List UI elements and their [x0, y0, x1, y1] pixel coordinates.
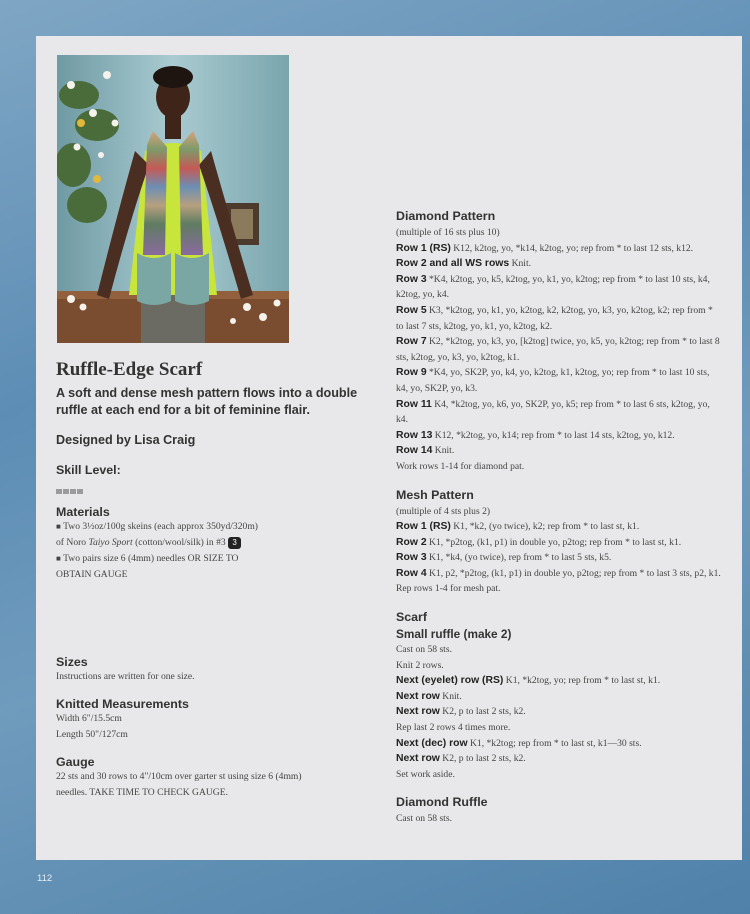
row-text: *K4, yo, SK2P, yo, k4, yo, k2tog, k1, k2tog, yo; rep from * to last 10 sts, k4, yo, SK2P, yo, k3. — [396, 367, 710, 394]
instruction-row — [396, 241, 722, 257]
scarf-rows — [396, 642, 722, 782]
instruction-row — [396, 673, 722, 689]
row-text: K1, *k2tog; rep from * to last st, k1—30 sts. — [467, 737, 642, 749]
instruction-row — [396, 736, 722, 752]
instruction-row — [396, 689, 722, 705]
instruction-row — [396, 720, 722, 736]
intro-text: A soft and dense mesh pattern flows into a double ruffle at each end for a bit of feminine flair. — [56, 386, 358, 417]
mesh-multiple: (multiple of 4 sts plus 2) — [396, 505, 491, 517]
instruction-row — [396, 459, 722, 475]
row-text: K12, *k2tog, yo, k14; rep from * to last 14 sts, k2tog, yo, k12. — [432, 429, 675, 441]
instruction-row — [396, 704, 722, 720]
length-measurement: Length 50"/127cm — [56, 729, 128, 740]
row-text: Rep rows 1-4 for mesh pat. — [396, 583, 501, 595]
gauge-line: needles. TAKE TIME TO CHECK GAUGE. — [56, 787, 228, 798]
row-label: Row 3 — [396, 552, 427, 564]
row-label: Next (eyelet) row (RS) — [396, 675, 504, 687]
row-text: Set work aside. — [396, 768, 455, 780]
row-label: Row 1 (RS) — [396, 521, 451, 533]
row-label: Row 2 and all WS rows — [396, 258, 510, 270]
instruction-row — [396, 428, 722, 444]
row-label: Row 7 — [396, 336, 427, 348]
materials-item-1 — [56, 519, 366, 551]
row-text: Knit. — [439, 690, 462, 702]
row-text: K1, *k4, (yo twice), rep from * to last 5 sts, k5. — [426, 552, 612, 564]
row-label: Row 14 — [396, 445, 433, 457]
row-label: Row 9 — [396, 367, 427, 379]
sizes-heading: Sizes — [56, 655, 88, 669]
width-measurement: Width 6"/15.5cm — [56, 713, 122, 724]
mesh-rows — [396, 519, 722, 597]
right-column — [396, 208, 722, 827]
row-label: Row 11 — [396, 398, 432, 410]
materials-heading: Materials — [56, 505, 110, 519]
row-text: K1, *p2tog, (k1, p1) in double yo, p2tog; rep from * to last st, k1. — [426, 536, 682, 548]
scarf-heading: Scarf — [396, 610, 427, 625]
skill-square — [56, 489, 62, 494]
designer-credit: Designed by Lisa Craig — [56, 433, 196, 447]
row-text: K2, p to last 2 sts, k2. — [439, 753, 526, 765]
row-text: Work rows 1-14 for diamond pat. — [396, 460, 525, 472]
materials-item-2 — [56, 551, 366, 583]
bullet-icon: ■ — [56, 522, 61, 531]
page-number: 112 — [37, 873, 53, 884]
materials-text: Two 3½oz/100g skeins (each approx 350yd/320m) — [63, 521, 258, 532]
row-label: Row 13 — [396, 429, 433, 441]
row-text: Rep last 2 rows 4 times more. — [396, 722, 511, 734]
row-text: K12, k2tog, yo, *k14, k2tog, yo; rep from * to last 12 sts, k12. — [450, 242, 694, 254]
row-text: K2, p to last 2 sts, k2. — [439, 706, 526, 718]
page — [36, 36, 742, 860]
row-label: Next (dec) row — [396, 737, 468, 749]
row-label: Next row — [396, 690, 440, 702]
mesh-pattern-heading: Mesh Pattern — [396, 487, 474, 502]
row-text: K3, *k2tog, yo, k1, yo, k2tog, k2, k2tog, yo, k3, yo, k2tog, k2; rep from * to last 7 sts, k2tog, yo, k1, yo, k2tog, k2. — [396, 304, 713, 332]
scarf-photo — [57, 55, 289, 343]
bullet-icon: ■ — [56, 554, 61, 563]
row-label: Row 5 — [396, 304, 427, 316]
instruction-row — [396, 642, 722, 658]
instruction-row — [396, 397, 722, 428]
model-photo-illustration — [57, 55, 289, 343]
instruction-row — [396, 566, 722, 582]
instruction-row — [396, 535, 722, 551]
instruction-row — [396, 303, 722, 334]
row-text: K1, p2, *p2tog, (k1, p1) in double yo, p2tog; rep from * to last 3 sts, p2, k1. — [426, 567, 721, 579]
gauge-line: 22 sts and 30 rows to 4"/10cm over garter st using size 6 (4mm) — [56, 771, 302, 782]
skill-square — [77, 489, 83, 494]
row-text: Knit. — [509, 258, 532, 270]
instruction-row — [396, 256, 722, 272]
materials-text: OBTAIN GAUGE — [56, 569, 128, 580]
materials-text: Two pairs size 6 (4mm) needles OR SIZE TO — [63, 553, 239, 564]
instruction-row — [396, 751, 722, 767]
yarn-weight-icon: 3 — [228, 537, 241, 549]
row-label: Row 1 (RS) — [396, 242, 451, 254]
row-text: Cast on 58 sts. — [396, 644, 452, 656]
gauge-heading: Gauge — [56, 755, 95, 769]
instruction-row — [396, 365, 722, 396]
materials-text: (cotton/wool/silk) in #3 — [135, 537, 226, 548]
row-text: K4, *k2tog, yo, k6, yo, SK2P, yo, k5; rep from * to last 6 sts, k2tog, yo, k4. — [396, 398, 710, 426]
skill-level-indicator — [56, 489, 366, 494]
diamond-ruffle-heading: Diamond Ruffle — [396, 795, 488, 810]
small-ruffle-heading: Small ruffle (make 2) — [396, 627, 512, 642]
row-label: Next row — [396, 706, 440, 718]
diamond-rows — [396, 241, 722, 475]
instruction-row — [396, 581, 722, 597]
row-text: K1, *k2tog, yo; rep from * to last st, k1. — [503, 675, 661, 687]
instruction-row — [396, 550, 722, 566]
skill-square — [70, 489, 76, 494]
row-label: Row 3 — [396, 273, 427, 285]
gauge-text — [56, 769, 366, 801]
instruction-row — [396, 334, 722, 365]
materials-text: of Noro — [56, 537, 87, 548]
diamond-multiple: (multiple of 16 sts plus 10) — [396, 227, 500, 238]
instruction-row — [396, 272, 722, 303]
left-column — [56, 359, 366, 801]
row-label: Next row — [396, 753, 440, 765]
instruction-row — [396, 443, 722, 459]
instruction-row — [396, 658, 722, 674]
diamond-pattern-heading: Diamond Pattern — [396, 209, 496, 223]
measurements-heading: Knitted Measurements — [56, 697, 189, 711]
pattern-title: Ruffle-Edge Scarf — [56, 359, 203, 380]
instruction-row — [396, 519, 722, 535]
row-label: Row 4 — [396, 567, 427, 579]
row-text: K2, *k2tog, yo, k3, yo, [k2tog] twice, yo, k5, yo, k2tog; rep from * to last 8 sts, k2tog, yo, k3, yo, k2tog, k1. — [396, 336, 720, 363]
skill-square — [63, 489, 69, 494]
instruction-row — [396, 767, 722, 783]
sizes-text: Instructions are written for one size. — [56, 671, 195, 682]
yarn-name: Taiyo Sport — [88, 537, 133, 548]
row-text: *K4, k2tog, yo, k5, k2tog, yo, k1, yo, k2tog; rep from * to last 10 sts, k4, k2tog, yo, k4. — [396, 273, 710, 301]
row-label: Row 2 — [396, 536, 427, 548]
row-text: K1, *k2, (yo twice), k2; rep from * to last st, k1. — [450, 521, 640, 533]
row-text: Knit. — [432, 445, 455, 457]
skill-heading: Skill Level: — [56, 463, 121, 477]
diamond-ruffle-text: Cast on 58 sts. — [396, 813, 452, 825]
row-text: Knit 2 rows. — [396, 659, 444, 671]
